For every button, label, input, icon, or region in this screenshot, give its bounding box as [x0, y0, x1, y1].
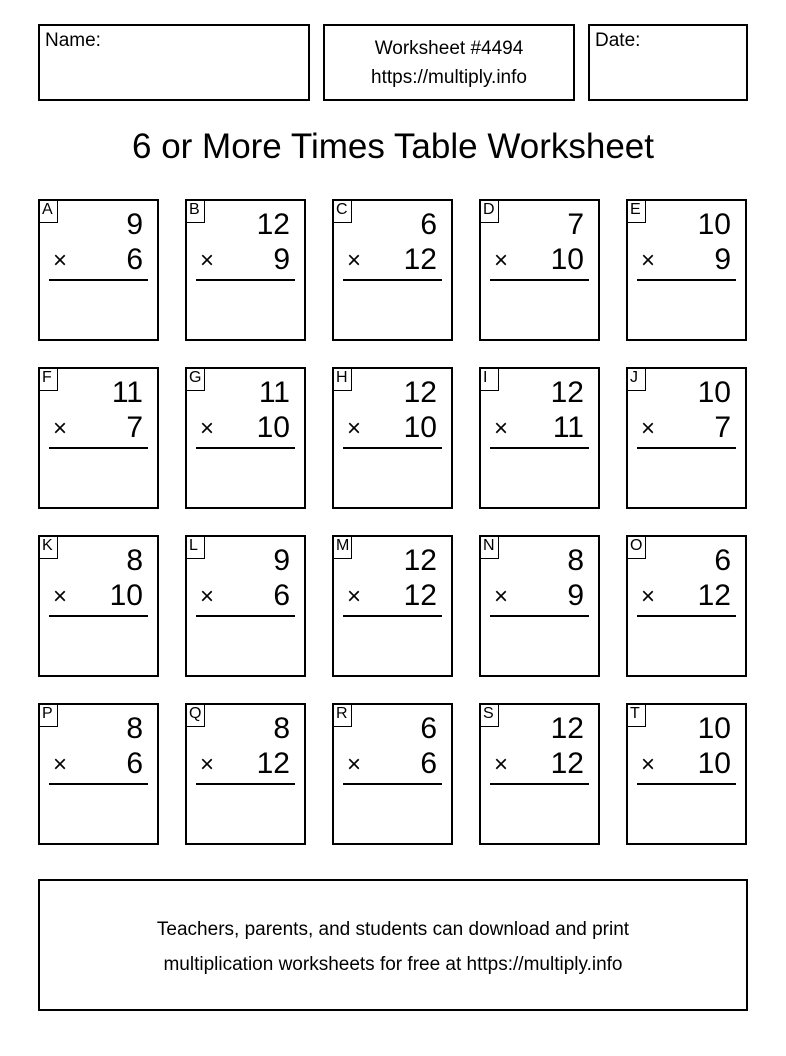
answer-line — [490, 447, 589, 449]
footer-line-1: Teachers, parents, and students can download and print — [156, 919, 630, 940]
multiplicand: 12 — [403, 376, 437, 409]
multiplicand: 10 — [697, 208, 731, 241]
multiplicand: 8 — [273, 712, 290, 745]
problem-card[interactable] — [38, 703, 159, 845]
problem-card[interactable] — [332, 199, 453, 341]
multiplicand: 10 — [697, 376, 731, 409]
multiplicand: 8 — [126, 712, 143, 745]
multiplicand: 8 — [126, 544, 143, 577]
website-link[interactable]: https://multiply.info — [371, 67, 527, 88]
multiplicand: 11 — [111, 376, 143, 409]
multiplicand: 12 — [550, 712, 584, 745]
problem-card[interactable] — [479, 367, 600, 509]
multiplier: 9 — [714, 243, 731, 276]
answer-line — [196, 447, 295, 449]
problem-letter: D — [479, 199, 499, 223]
times-sign: × — [347, 415, 362, 442]
date-field-box[interactable] — [588, 24, 748, 101]
multiplier: 12 — [550, 747, 584, 780]
multiplier: 7 — [126, 411, 143, 444]
multiplier: 12 — [256, 747, 290, 780]
answer-line — [343, 615, 442, 617]
answer-line — [490, 783, 589, 785]
problem-letter: E — [626, 199, 646, 223]
times-sign: × — [53, 751, 68, 778]
times-sign: × — [494, 247, 509, 274]
multiplicand: 12 — [256, 208, 290, 241]
answer-line — [196, 615, 295, 617]
multiplicand: 7 — [567, 208, 584, 241]
problem-letter: N — [479, 535, 499, 559]
times-sign: × — [347, 583, 362, 610]
answer-line — [196, 279, 295, 281]
problem-letter: L — [185, 535, 205, 559]
times-sign: × — [347, 247, 362, 274]
problem-card[interactable] — [332, 703, 453, 845]
worksheet-info-box — [323, 24, 575, 101]
times-sign: × — [494, 751, 509, 778]
multiplicand: 10 — [697, 712, 731, 745]
multiplicand: 6 — [420, 208, 437, 241]
problem-card[interactable] — [626, 367, 747, 509]
answer-line — [490, 279, 589, 281]
times-sign: × — [200, 751, 215, 778]
times-sign: × — [200, 247, 215, 274]
multiplier: 10 — [697, 747, 731, 780]
problem-letter: P — [38, 703, 58, 727]
problem-letter: Q — [185, 703, 205, 727]
times-sign: × — [641, 583, 656, 610]
problem-card[interactable] — [332, 367, 453, 509]
problem-letter: J — [626, 367, 646, 391]
answer-line — [49, 447, 148, 449]
times-sign: × — [641, 751, 656, 778]
multiplier: 7 — [714, 411, 731, 444]
multiplier: 9 — [567, 579, 584, 612]
name-label: Name: — [45, 30, 101, 51]
times-sign: × — [53, 583, 68, 610]
worksheet-number: Worksheet #4494 — [374, 38, 524, 59]
multiplier: 10 — [550, 243, 584, 276]
multiplier: 12 — [403, 243, 437, 276]
multiplicand: 8 — [567, 544, 584, 577]
problem-letter: B — [185, 199, 205, 223]
problem-card[interactable] — [38, 535, 159, 677]
times-sign: × — [53, 247, 68, 274]
multiplier: 11 — [552, 411, 584, 444]
problem-card[interactable] — [626, 703, 747, 845]
multiplicand: 11 — [258, 376, 290, 409]
times-sign: × — [494, 415, 509, 442]
multiplicand: 12 — [403, 544, 437, 577]
multiplier: 9 — [273, 243, 290, 276]
problem-card[interactable] — [479, 199, 600, 341]
times-sign: × — [494, 583, 509, 610]
problem-card[interactable] — [479, 535, 600, 677]
multiplicand: 9 — [126, 208, 143, 241]
multiplier: 12 — [403, 579, 437, 612]
problem-letter: R — [332, 703, 352, 727]
problem-letter: A — [38, 199, 58, 223]
multiplier: 6 — [273, 579, 290, 612]
multiplier: 10 — [109, 579, 143, 612]
footer-line-2: multiplication worksheets for free at https://multiply.info — [163, 954, 623, 975]
answer-line — [343, 447, 442, 449]
answer-line — [490, 615, 589, 617]
problem-card[interactable] — [332, 535, 453, 677]
multiplicand: 12 — [550, 376, 584, 409]
times-sign: × — [200, 583, 215, 610]
problem-letter: G — [185, 367, 205, 391]
problem-card[interactable] — [185, 367, 306, 509]
answer-line — [343, 279, 442, 281]
times-sign: × — [641, 247, 656, 274]
multiplier: 12 — [697, 579, 731, 612]
multiplier: 10 — [403, 411, 437, 444]
problem-letter: I — [479, 367, 499, 391]
times-sign: × — [200, 415, 215, 442]
name-field-box[interactable] — [38, 24, 310, 101]
multiplier: 6 — [420, 747, 437, 780]
problem-card[interactable] — [479, 703, 600, 845]
problem-letter: T — [626, 703, 646, 727]
problem-card[interactable] — [38, 367, 159, 509]
multiplicand: 9 — [273, 544, 290, 577]
problem-letter: O — [626, 535, 646, 559]
problem-grid — [38, 199, 748, 845]
multiplier: 10 — [256, 411, 290, 444]
answer-line — [49, 615, 148, 617]
problem-letter: F — [38, 367, 58, 391]
multiplier: 6 — [126, 747, 143, 780]
answer-line — [637, 279, 736, 281]
problem-card[interactable] — [185, 199, 306, 341]
times-sign: × — [347, 751, 362, 778]
answer-line — [637, 615, 736, 617]
problem-card[interactable] — [626, 535, 747, 677]
times-sign: × — [53, 415, 68, 442]
problem-card[interactable] — [626, 199, 747, 341]
answer-line — [196, 783, 295, 785]
page-title: 6 or More Times Table Worksheet — [132, 127, 654, 166]
problem-letter: K — [38, 535, 58, 559]
problem-card[interactable] — [38, 199, 159, 341]
multiplier: 6 — [126, 243, 143, 276]
problem-letter: S — [479, 703, 499, 727]
problem-letter: H — [332, 367, 352, 391]
answer-line — [49, 279, 148, 281]
answer-line — [637, 783, 736, 785]
problem-card[interactable] — [185, 703, 306, 845]
problem-card[interactable] — [185, 535, 306, 677]
multiplicand: 6 — [714, 544, 731, 577]
multiplicand: 6 — [420, 712, 437, 745]
problem-letter: C — [332, 199, 352, 223]
answer-line — [637, 447, 736, 449]
problem-letter: M — [332, 535, 352, 559]
answer-line — [49, 783, 148, 785]
date-label: Date: — [595, 30, 641, 51]
times-sign: × — [641, 415, 656, 442]
footer-box — [38, 879, 748, 1011]
answer-line — [343, 783, 442, 785]
